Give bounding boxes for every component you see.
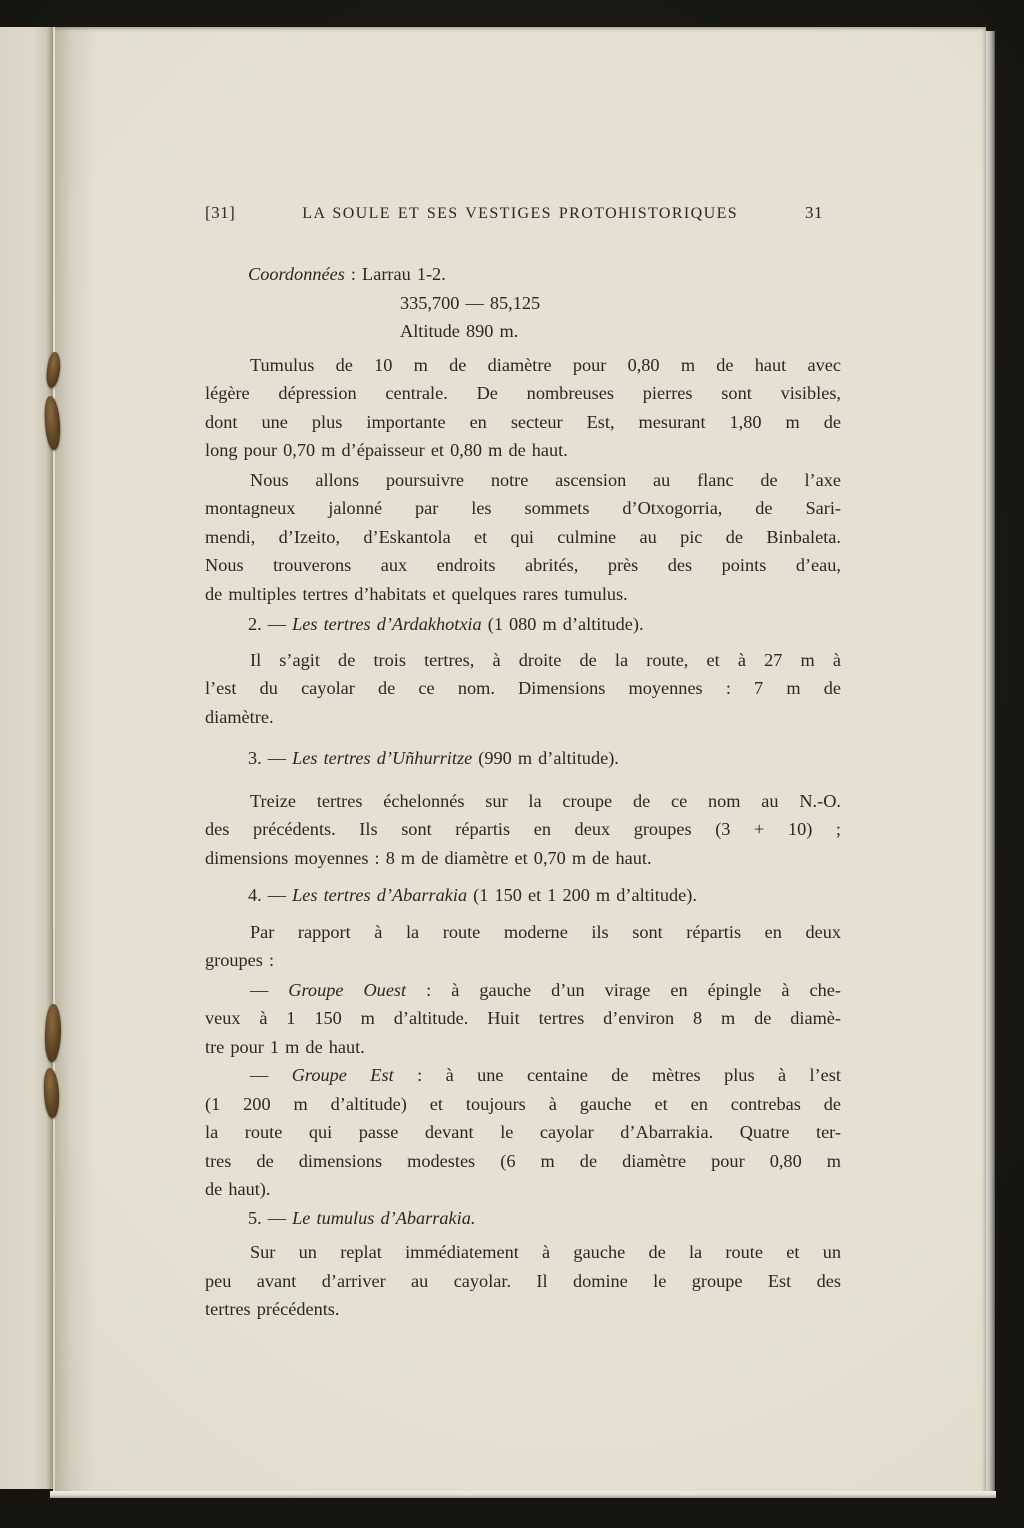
text-line: Nous allons poursuivre notre ascension au flanc de l’axe	[250, 469, 841, 490]
page-stack-bottom-edge	[50, 1491, 996, 1498]
text-line: 335,700 — 85,125	[400, 292, 541, 313]
text-line: légère dépression centrale. De nombreuses pierres sont visibles,	[205, 383, 841, 403]
paragraph	[205, 1061, 841, 1204]
text-line: Tumulus de 10 m de diamètre pour 0,80 m de haut avec	[250, 354, 841, 375]
text-line: de multiples tertres d’habitats et quelques rares tumulus.	[205, 583, 628, 604]
header-page-number: 31	[805, 203, 823, 222]
text-line: veux à 1 150 m d’altitude. Huit tertres d’environ 8 m de diamè-	[205, 1008, 841, 1028]
paragraph	[205, 351, 841, 465]
text-line: mendi, d’Izeito, d’Eskantola et qui culmine au pic de Binbaleta.	[205, 526, 841, 547]
facing-page-sliver	[0, 27, 53, 1489]
text-line: des précédents. Ils sont répartis en deux groupes (3 + 10) ;	[205, 819, 841, 839]
text-line: la route qui passe devant le cayolar d’Abarrakia. Quatre ter-	[205, 1122, 841, 1142]
text-line: long pour 0,70 m d’épaisseur et 0,80 m de haut.	[205, 440, 568, 460]
text-line: tre pour 1 m de haut.	[205, 1036, 365, 1057]
text-line: tres de dimensions modestes (6 m de diamètre pour 0,80 m	[205, 1150, 841, 1171]
text-line: 2. — Les tertres d’Ardakhotxia (1 080 m d’altitude).	[248, 614, 644, 634]
text-line: 5. — Le tumulus d’Abarrakia.	[248, 1207, 476, 1228]
text-line: montagneux jalonné par les sommets d’Otxogorria, de Sari-	[205, 498, 841, 518]
text-line: — Groupe Est : à une centaine de mètres plus à l’est	[250, 1065, 841, 1085]
paragraph	[205, 1238, 841, 1324]
content-blocks	[205, 260, 841, 1324]
paragraph	[205, 976, 841, 1062]
text-line: Par rapport à la route moderne ils sont répartis en deux	[250, 921, 841, 942]
text-line: l’est du cayolar de ce nom. Dimensions moyennes : 7 m de	[205, 678, 841, 698]
section-heading	[205, 744, 841, 773]
page-stack-right-edge	[986, 31, 995, 1493]
text-line: de haut).	[205, 1179, 271, 1199]
text-line: Il s’agit de trois tertres, à droite de la route, et à 27 m à	[250, 649, 841, 670]
paragraph	[205, 466, 841, 609]
text-line: 4. — Les tertres d’Abarrakia (1 150 et 1 200 m d’altitude).	[248, 885, 697, 905]
text-line: peu avant d’arriver au cayolar. Il domine le groupe Est des	[205, 1270, 841, 1291]
text-line: groupes :	[205, 950, 275, 970]
text-line: Coordonnées : Larrau 1-2.	[248, 264, 446, 284]
section-heading	[205, 610, 841, 639]
paragraph	[205, 646, 841, 732]
section-heading	[205, 881, 841, 910]
header-title: LA SOULE ET SES VESTIGES PROTOHISTORIQUES	[302, 205, 739, 222]
text-line: Treize tertres échelonnés sur la croupe de ce nom au N.-O.	[250, 790, 841, 811]
paragraph	[205, 918, 841, 975]
text-line: (1 200 m d’altitude) et toujours à gauche et en contrebas de	[205, 1093, 841, 1114]
section-heading	[205, 1204, 841, 1233]
text-line: diamètre.	[205, 706, 274, 727]
running-header	[205, 202, 841, 225]
text-line: dont une plus importante en secteur Est, mesurant 1,80 m de	[205, 411, 841, 432]
text-line: dimensions moyennes : 8 m de diamètre et 0,70 m de haut.	[205, 847, 652, 868]
coordinates-block	[205, 260, 841, 346]
text-line: 3. — Les tertres d’Uñhurritze (990 m d’altitude).	[248, 748, 619, 768]
text-column	[205, 202, 841, 1324]
paragraph	[205, 787, 841, 873]
text-line: — Groupe Ouest : à gauche d’un virage en épingle à che-	[250, 979, 841, 1000]
header-bracket-number: [31]	[205, 203, 236, 222]
text-line: Nous trouverons aux endroits abrités, près des points d’eau,	[205, 555, 841, 575]
text-line: tertres précédents.	[205, 1299, 340, 1319]
text-line: Sur un replat immédiatement à gauche de la route et un	[250, 1242, 841, 1262]
book-page	[53, 27, 986, 1493]
text-line: Altitude 890 m.	[400, 321, 519, 341]
